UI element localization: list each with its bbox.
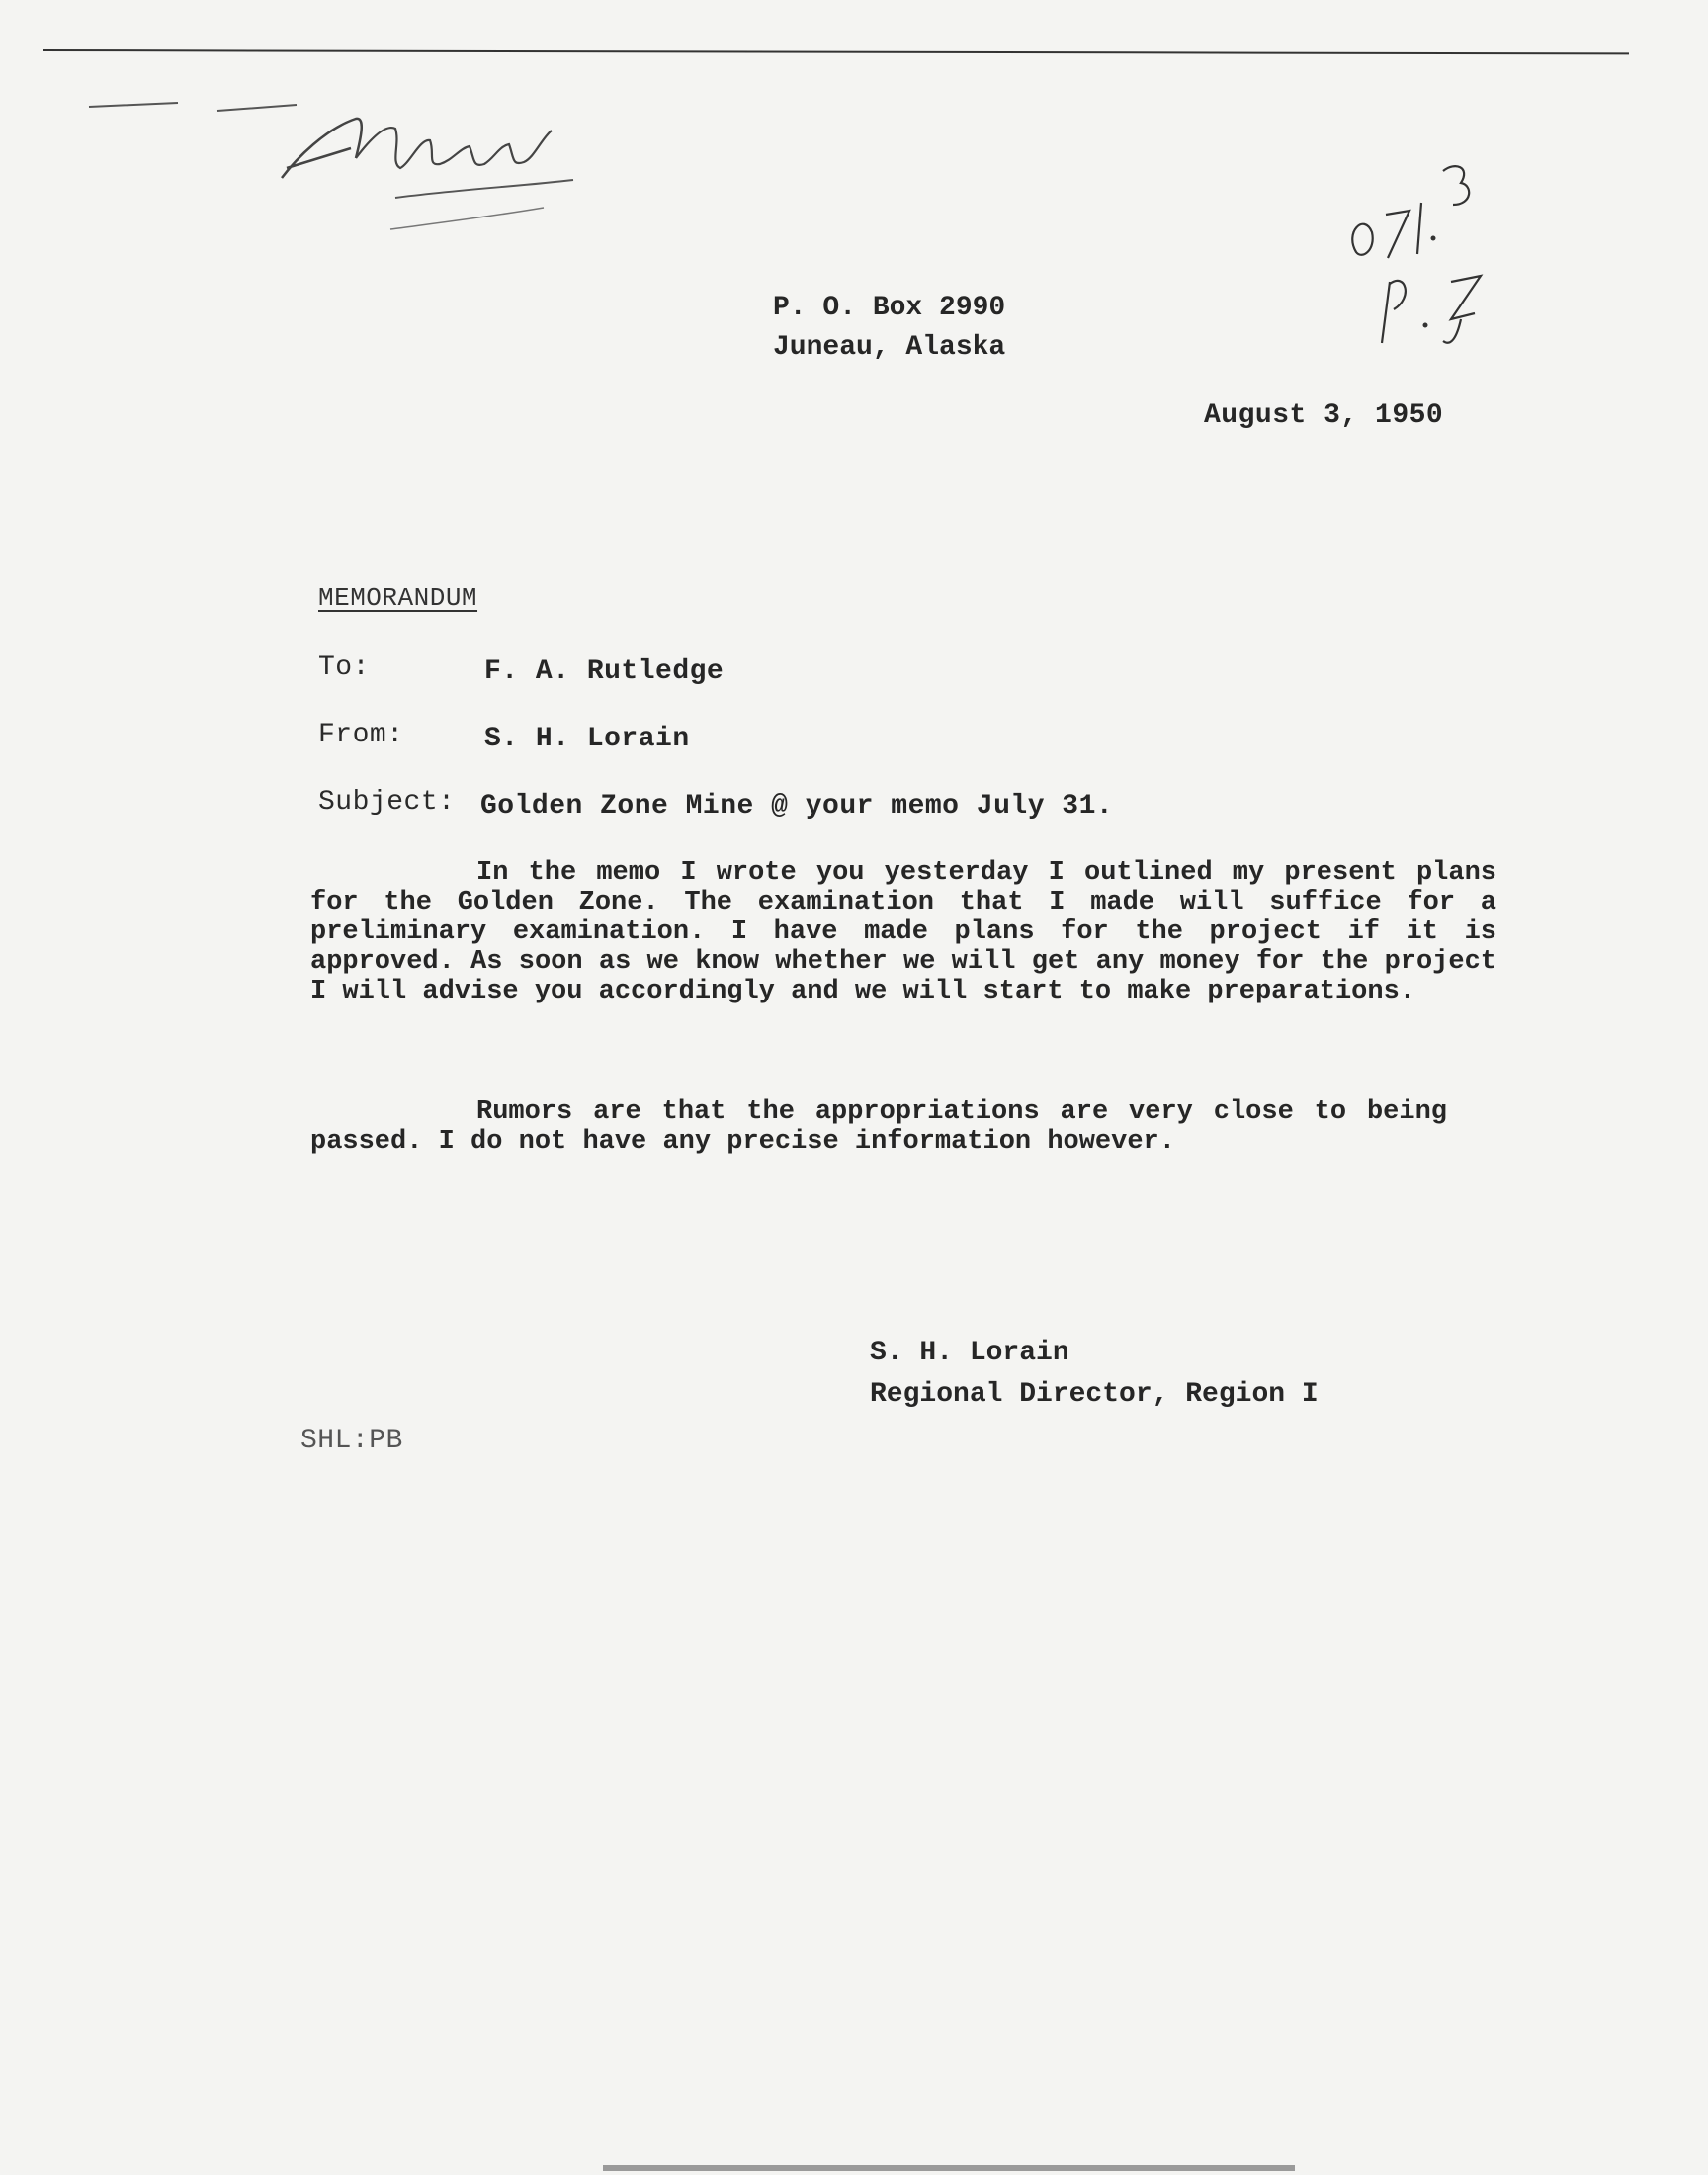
address-line-1: P. O. Box 2990	[773, 293, 1006, 323]
handwritten-initials-mark	[59, 69, 613, 267]
address-line-2: Juneau, Alaska	[773, 332, 1006, 363]
signature-block	[870, 1333, 1319, 1416]
sender-address	[773, 289, 1005, 368]
bottom-scan-edge	[603, 2165, 1295, 2171]
body-paragraph-1: In the memo I wrote you yesterday I outlined my present plans for the Golden Zone. The examination that I made will suffice for a preliminary examination. I have made plans for the project if it is approved. As soon as we know whether we will get any money for the project I will advise you accordingly and we will start to make preparations.	[310, 858, 1496, 1006]
from-label: From:	[318, 720, 404, 750]
handwritten-file-code	[1334, 153, 1572, 351]
subject-label: Subject:	[318, 787, 456, 818]
memo-date: August 3, 1950	[1204, 400, 1444, 431]
from-value: S. H. Lorain	[484, 724, 690, 754]
signature-title: Regional Director, Region I	[870, 1379, 1319, 1410]
to-label: To:	[318, 652, 370, 683]
body-paragraph-2: Rumors are that the appropriations are very close to being passed. I do not have any precise information however.	[310, 1097, 1447, 1157]
top-rule-line	[43, 49, 1629, 54]
memo-heading: MEMORANDUM	[318, 583, 478, 613]
subject-value: Golden Zone Mine @ your memo July 31.	[480, 791, 1114, 822]
to-value: F. A. Rutledge	[484, 656, 725, 687]
signature-name: S. H. Lorain	[870, 1338, 1069, 1368]
reference-initials: SHL:PB	[300, 1426, 403, 1456]
